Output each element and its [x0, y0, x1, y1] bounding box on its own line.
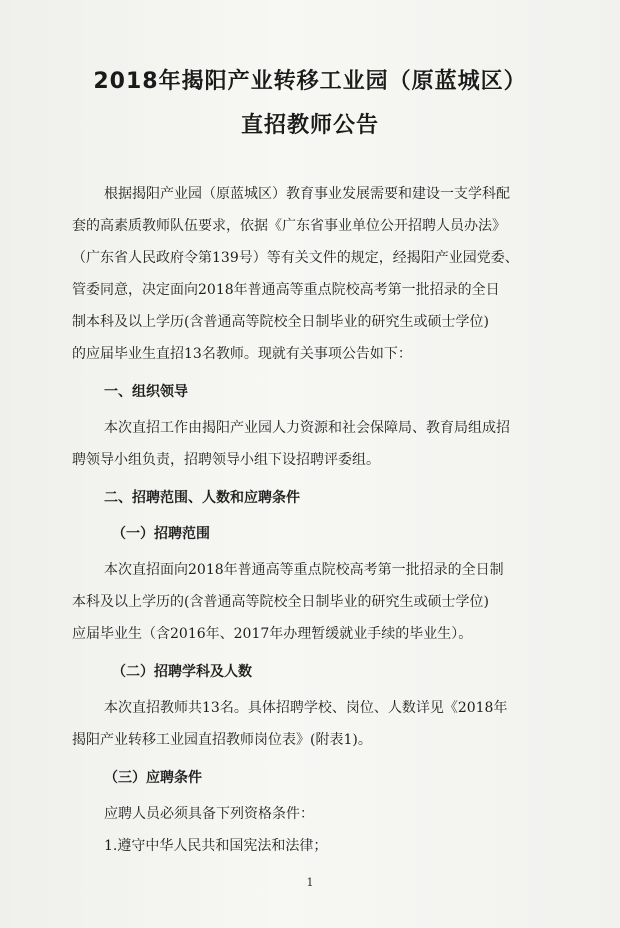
title-line-2: 直招教师公告 — [240, 113, 379, 138]
sub3-line: 应聘人员必须具备下列资格条件： — [104, 806, 314, 822]
section1-line: 本次直招工作由揭阳产业园人力资源和社会保障局、教育局组成招 — [104, 420, 510, 436]
sub1-line: 本科及以上学历的(含普通高等院校全日制毕业的研究生或硕士学位) — [72, 594, 489, 610]
intro-line: （广东省人民政府令第139号）等有关文件的规定，经揭阳产业园党委、 — [72, 250, 519, 266]
intro-line: 的应届毕业生直招13名教师。现就有关事项公告如下： — [72, 346, 412, 362]
section1-line: 聘领导小组负责，招聘领导小组下设招聘评委组。 — [72, 452, 380, 468]
intro-line: 套的高素质教师队伍要求，依据《广东省事业单位公开招聘人员办法》 — [72, 218, 506, 234]
section-heading-recruitment: 二、招聘范围、人数和应聘条件 — [104, 490, 300, 506]
section-heading-organization: 一、组织领导 — [104, 384, 188, 400]
sub1-line: 应届毕业生（含2016年、2017年办理暂缓就业手续的毕业生）。 — [72, 626, 473, 642]
subsection-heading-scope: （一）招聘范围 — [112, 526, 210, 542]
sub2-line: 揭阳产业转移工业园直招教师岗位表》(附表1)。 — [72, 732, 372, 748]
subsection-heading-subjects: （二）招聘学科及人数 — [112, 664, 252, 680]
intro-line: 根据揭阳产业园（原蓝城区）教育事业发展需要和建设一支学科配 — [104, 186, 510, 202]
intro-line: 管委同意，决定面向2018年普通高等重点院校高考第一批招录的全日 — [72, 282, 500, 298]
sub3-list-item: 1.遵守中华人民共和国宪法和法律； — [104, 838, 328, 854]
title-line-1: 2018年揭阳产业转移工业园（原蓝城区） — [93, 69, 527, 94]
sub1-line: 本次直招面向2018年普通高等重点院校高考第一批招录的全日制 — [104, 562, 504, 578]
sub2-line: 本次直招教师共13名。具体招聘学校、岗位、人数详见《2018年 — [104, 700, 508, 716]
intro-line: 制本科及以上学历(含普通高等院校全日制毕业的研究生或硕士学位) — [72, 314, 489, 330]
subsection-heading-conditions: （三）应聘条件 — [104, 770, 202, 786]
page-number: 1 — [306, 876, 314, 889]
